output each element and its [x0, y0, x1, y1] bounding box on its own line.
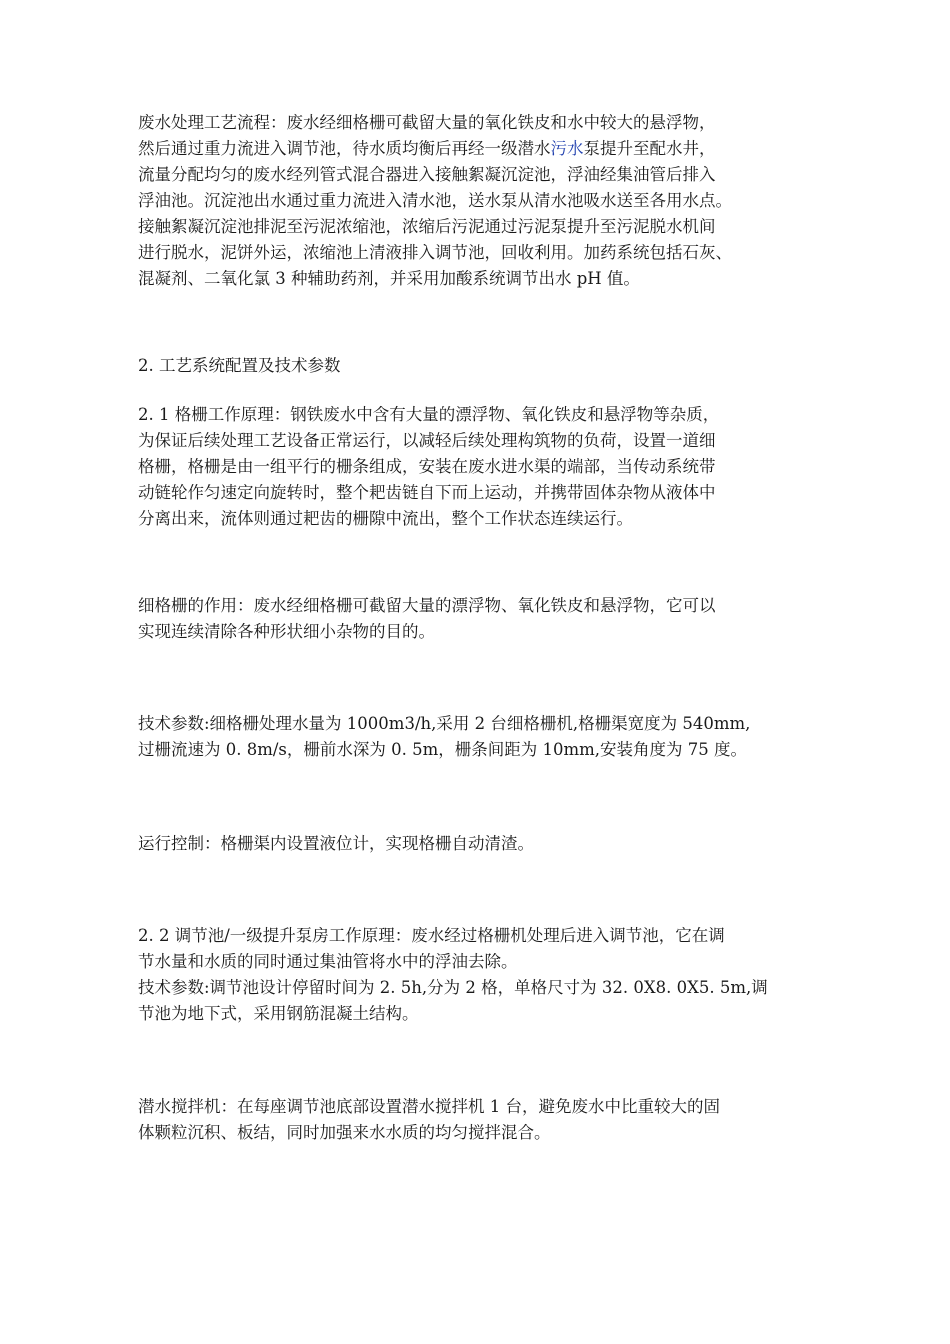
- tech-params-paragraph: [138, 711, 828, 763]
- regulating-tank-paragraph: [138, 923, 828, 1027]
- text-line: 浮油池。沉淀池出水通过重力流进入清水池，送水泵从清水池吸水送至各用水点。: [138, 191, 732, 210]
- section-2-heading: [138, 353, 828, 379]
- text-segment: 泵提升至配水井，: [583, 139, 716, 158]
- text-segment: 然后通过重力流进入调节池，待水质均衡后再经一级潜水: [138, 139, 551, 158]
- text-line: 节池为地下式，采用钢筋混凝土结构。: [138, 1004, 419, 1023]
- text-line: 运行控制：格栅渠内设置液位计，实现格栅自动清渣。: [138, 834, 534, 853]
- text-line: 动链轮作匀速定向旋转时，整个耙齿链自下而上运动，并携带固体杂物从液体中: [138, 483, 716, 502]
- mixer-paragraph: [138, 1094, 828, 1146]
- text-line: 进行脱水，泥饼外运，浓缩池上清液排入调节池，回收利用。加药系统包括石灰、: [138, 243, 732, 262]
- text-line: 细格栅的作用：废水经细格栅可截留大量的漂浮物、氧化铁皮和悬浮物，它可以: [138, 596, 716, 615]
- intro-paragraph: [138, 110, 828, 292]
- screen-principle-paragraph: [138, 402, 828, 532]
- text-line: 废水处理工艺流程：废水经细格栅可截留大量的氧化铁皮和水中较大的悬浮物，: [138, 113, 716, 132]
- text-line: 2. 1 格栅工作原理：钢铁废水中含有大量的漂浮物、氧化铁皮和悬浮物等杂质，: [138, 405, 720, 424]
- text-line: [138, 136, 828, 162]
- text-line: 流量分配均匀的废水经列管式混合器进入接触絮凝沉淀池，浮油经集油管后排入: [138, 165, 716, 184]
- text-line: 体颗粒沉积、板结，同时加强来水水质的均匀搅拌混合。: [138, 1123, 551, 1142]
- text-line: 混凝剂、二氧化氯 3 种辅助药剂，并采用加酸系统调节出水 pH 值。: [138, 269, 640, 288]
- text-line: 分离出来，流体则通过耙齿的栅隙中流出，整个工作状态连续运行。: [138, 509, 633, 528]
- text-line: 过栅流速为 0. 8m/s，栅前水深为 0. 5m，栅条间距为 10mm,安装角度为 75 度。: [138, 740, 748, 759]
- text-line: 技术参数:细格栅处理水量为 1000m3/h,采用 2 台细格栅机,格栅渠宽度为 540mm,: [138, 714, 751, 733]
- wastewater-link[interactable]: 污水: [550, 139, 584, 158]
- text-line: 接触絮凝沉淀池排泥至污泥浓缩池，浓缩后污泥通过污泥泵提升至污泥脱水机间: [138, 217, 716, 236]
- text-line: 为保证后续处理工艺设备正常运行，以减轻后续处理构筑物的负荷，设置一道细: [138, 431, 716, 450]
- text-line: 节水量和水质的同时通过集油管将水中的浮油去除。: [138, 952, 518, 971]
- operation-control-paragraph: [138, 831, 828, 857]
- text-line: 技术参数:调节池设计停留时间为 2. 5h,分为 2 格，单格尺寸为 32. 0X8. 0X5. 5m,调: [138, 978, 768, 997]
- text-line: 实现连续清除各种形状细小杂物的目的。: [138, 622, 435, 641]
- section-title: 2. 工艺系统配置及技术参数: [138, 356, 341, 375]
- text-line: 潜水搅拌机：在每座调节池底部设置潜水搅拌机 1 台，避免废水中比重较大的固: [138, 1097, 720, 1116]
- text-line: 2. 2 调节池/一级提升泵房工作原理：废水经过格栅机处理后进入调节池，它在调: [138, 926, 725, 945]
- fine-screen-role-paragraph: [138, 593, 828, 645]
- text-line: 格栅，格栅是由一组平行的栅条组成，安装在废水进水渠的端部，当传动系统带: [138, 457, 716, 476]
